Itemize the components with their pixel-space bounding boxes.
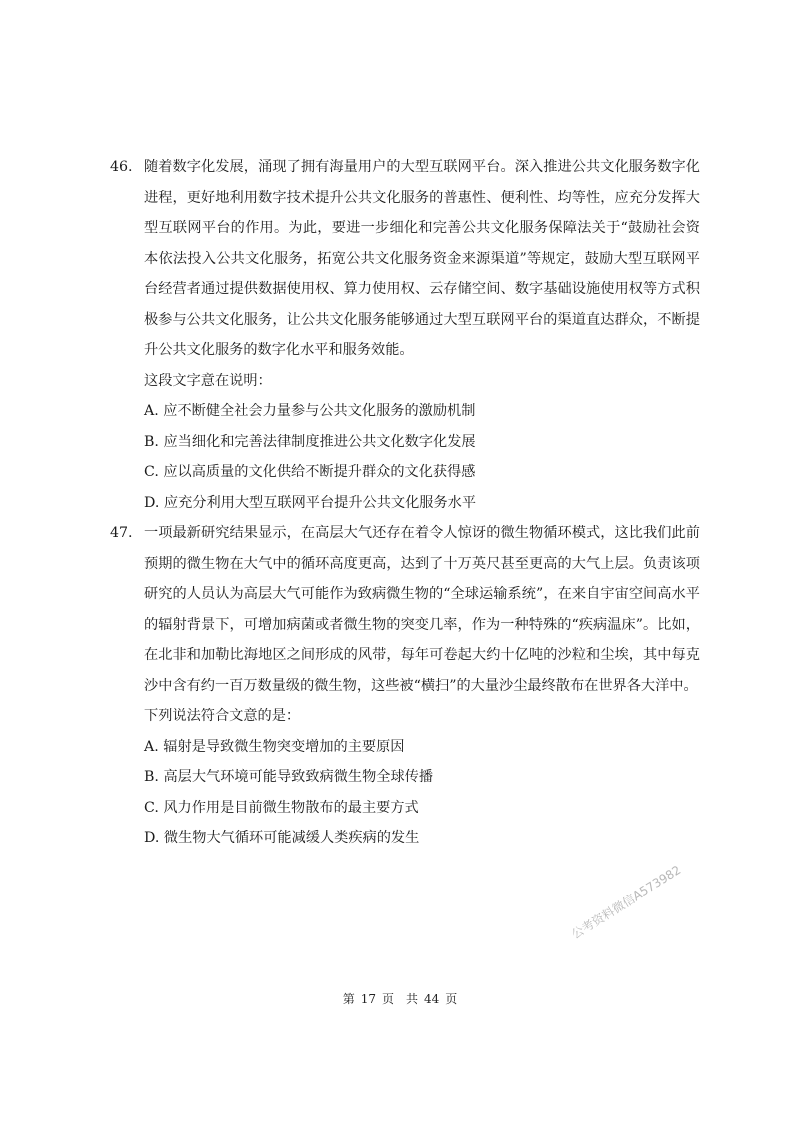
option-a: A. 辐射是导致微生物突变增加的主要原因	[144, 738, 405, 755]
page-footer	[0, 990, 800, 1007]
option-d: D. 应充分利用大型互联网平台提升公共文化服务水平	[144, 494, 477, 511]
footer-suffix: 页	[445, 992, 458, 1006]
question-46	[110, 152, 700, 518]
current-page-number: 17	[360, 992, 376, 1006]
question-list	[110, 152, 700, 854]
question-text: 一项最新研究结果显示，在高层大气还存在着令人惊讶的微生物循环模式，这比我们此前预期的微生物在大气中的循环高度更高，达到了十万英尺甚至更高的大气上层。负责该项研究的人员认为高层大气可能作为致病微生物的“全球运输系统”，在来自宇宙空间高水平的辐射背景下，可增加病菌或者微生物的突变几率，作为一种特殊的“疾病温床”。比如，在北非和加勒比海地区之间形成的风带，每年可卷起大约十亿吨的沙粒和尘埃，其中每克沙中含有约一百万数量级的微生物，这些被“横扫”的大量沙尘最终散布在世界各大洋中。	[144, 525, 700, 694]
question-47	[110, 518, 700, 854]
question-prompt: 这段文字意在说明：	[144, 372, 272, 389]
footer-prefix: 第	[342, 992, 355, 1006]
option-c: C. 风力作用是目前微生物散布的最主要方式	[144, 799, 419, 816]
watermark: 公考资料微信A573982	[569, 862, 684, 942]
footer-mid: 页 共	[381, 992, 418, 1006]
question-number: 46.	[110, 159, 133, 175]
option-c: C. 应以高质量的文化供给不断提升群众的文化获得感	[144, 464, 476, 480]
question-prompt: 下列说法符合文意的是：	[144, 708, 301, 724]
question-text: 随着数字化发展，涌现了拥有海量用户的大型互联网平台。深入推进公共文化服务数字化进程，更好地利用数字技术提升公共文化服务的普惠性、便利性、均等性，应充分发挥大型互联网平台的作用。为此，要进一步细化和完善公共文化服务保障法关于“鼓励社会资本依法投入公共文化服务，拓宽公共文化服务资金来源渠道”等规定，鼓励大型互联网平台经营者通过提供数据使用权、算力使用权、云存储空间、数字基础设施使用权等方式积极参与公共文化服务，让公共文化服务能够通过大型互联网平台的渠道直达群众，不断提升公共文化服务的数字化水平和服务效能。	[144, 159, 700, 358]
option-a: A. 应不断健全社会力量参与公共文化服务的激励机制	[144, 403, 476, 419]
option-b: B. 应当细化和完善法律制度推进公共文化数字化发展	[144, 433, 476, 450]
question-number: 47.	[110, 525, 133, 541]
option-d: D. 微生物大气循环可能减缓人类疾病的发生	[144, 830, 420, 846]
total-pages-number: 44	[424, 992, 440, 1006]
option-b: B. 高层大气环境可能导致致病微生物全球传播	[144, 769, 434, 785]
